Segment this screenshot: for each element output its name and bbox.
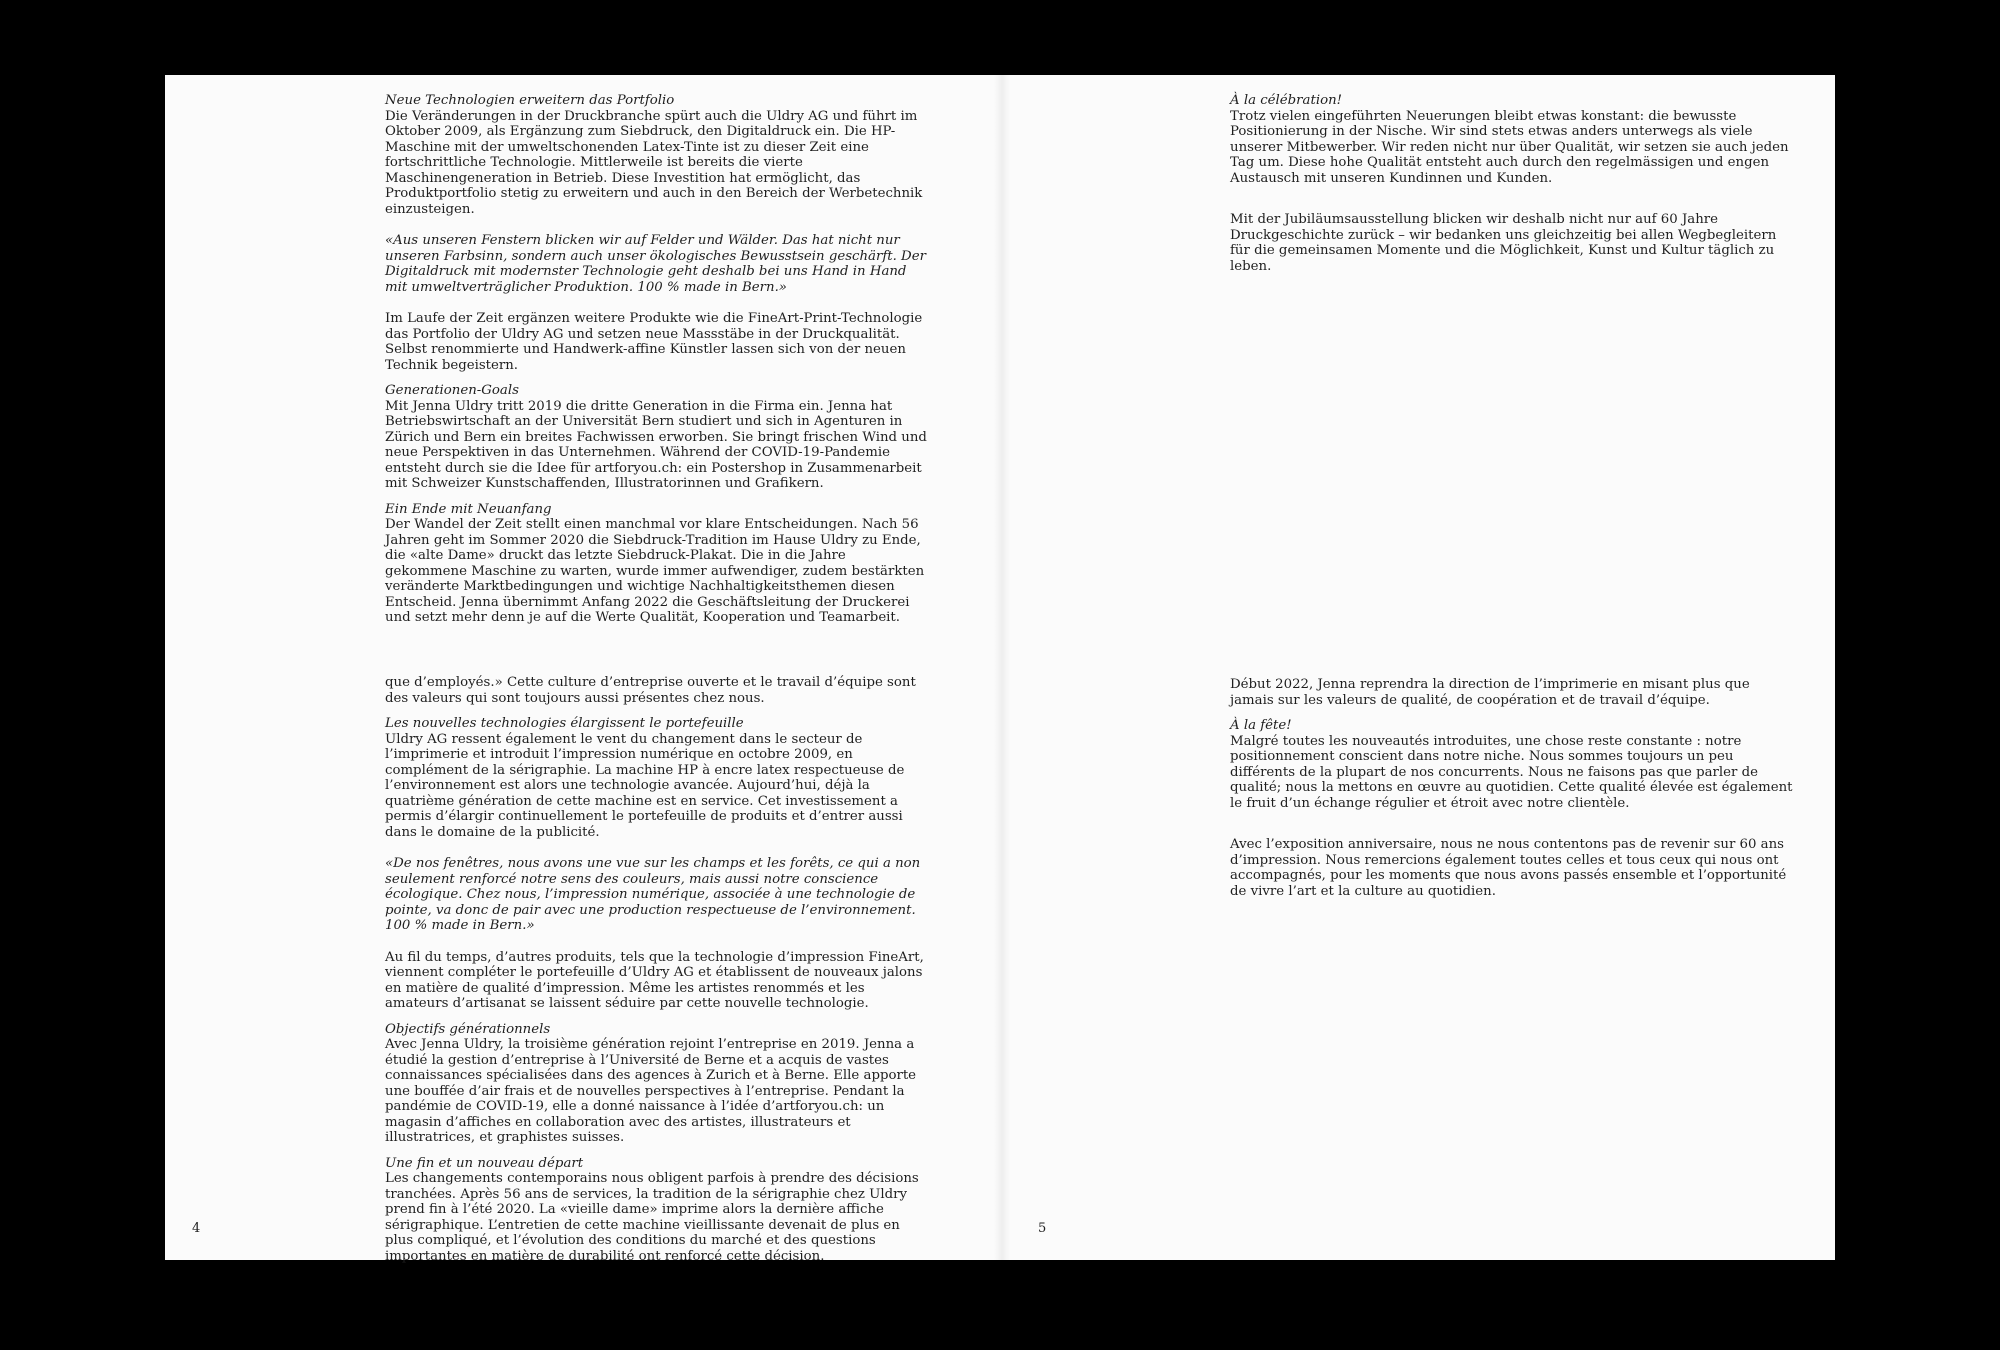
left-german-column [385,93,930,642]
paragraph: Uldry AG ressent également le vent du changement dans le secteur de l’imprimerie et introduit l’impression numérique en octobre 2009, en complément de la sérigraphie. La machine HP à encre latex respectueuse de l’environnement est alors une technologie avancée. Aujourd’hui, déjà la quatrième génération de cette machine est en service. Cet investissement a permis d’élargir continuellement le portefeuille de produits et d’entrer aussi dans le domaine de la publicité. [385,731,905,840]
paragraph: Début 2022, Jenna reprendra la direction de l’imprimerie en misant plus que jamais sur les valeurs de qualité, de coopération et de travail d’équipe. [1230,677,1750,708]
paragraph: Les changements contemporains nous obligent parfois à prendre des décisions tranchées. Après 56 ans de services, la tradition de la sérigraphie chez Uldry prend fin à l’été 2020. La «vieille dame» imprime alors la dernière affiche sérigraphique. L’entretien de cette machine vieillissante devenait de plus en plus compliqué, et l’évolution des conditions du marché et des questions importantes en matière de durabilité ont renforcé cette décision. [385,1171,919,1264]
section-heading: Une fin et un nouveau départ [385,1155,584,1171]
section-heading: Ein Ende mit Neuanfang [385,501,552,517]
paragraph: que d’employés.» Cette culture d’entreprise ouverte et le travail d’équipe sont des valeurs qui sont toujours aussi présentes chez nous. [385,675,916,706]
section-heading: Objectifs générationnels [385,1021,551,1037]
paragraph: Avec Jenna Uldry, la troisième génération rejoint l’entreprise en 2019. Jenna a étudié la gestion d’entreprise à l’Université de Berne et a acquis de vastes connaissances spécialisées dans des agences à Zurich et à Berne. Elle apporte une bouffée d’air frais et de nouvelles perspectives à l’entreprise. Pendant la pandémie de COVID-19, elle a donné naissance à l’idée d’artforyou.ch: un magasin d’affiches en collaboration avec des artistes, illustrateurs et illustratrices, et graphistes suisses. [385,1037,917,1145]
page-number-right: 5 [1038,1221,1047,1236]
paragraph: Au fil du temps, d’autres produits, tels que la technologie d’impression FineArt, viennent compléter le portefeuille d’Uldry AG et établissent de nouveaux jalons en matière de qualité d’impression. Même les artistes renommés et les amateurs d’artisanat se laissent séduire par cette nouvelle technologie. [385,949,924,1011]
paragraph: Mit der Jubiläumsausstellung blicken wir deshalb nicht nur auf 60 Jahre Druckgeschichte zurück – wir bedanken uns gleichzeitig bei allen Wegbegleitern für die gemeinsamen Momente und die Möglichkeit, Kunst und Kultur täglich zu leben. [1230,212,1777,274]
section-heading: Generationen-Goals [385,383,519,398]
left-french-column [385,675,930,1280]
paragraph: Der Wandel der Zeit stellt einen manchmal vor klare Entscheidungen. Nach 56 Jahren geht im Sommer 2020 die Siebdruck-Tradition im Hause Uldry zu Ende, die «alte Dame» druckt das letzte Siebdruck-Plakat. Die in die Jahre gekommene Maschine zu warten, wurde immer aufwendiger, zudem bestärkten veränderte Marktbedingungen und wichtige Nachhaltigkeitsthemen diesen Entscheid. Jenna übernimmt Anfang 2022 die Geschäftsleitung der Druckerei und setzt mehr denn je auf die Werte Qualität, Kooperation und Teamarbeit. [385,517,925,625]
page-number-left: 4 [192,1221,201,1236]
page-gutter [994,75,1010,1260]
paragraph: Avec l’exposition anniversaire, nous ne nous contentons pas de revenir sur 60 ans d’impression. Nous remercions également toutes celles et tous ceux qui nous ont accompagnés, pour les moments que nous avons passés ensemble et l’opportunité de vivre l’art et la culture au quotidien. [1230,837,1787,899]
pull-quote: «De nos fenêtres, nous avons une vue sur les champs et les forêts, ce qui a non seulement renforcé notre sens des couleurs, mais aussi notre conscience écologique. Chez nous, l’impression numérique, associée à une technologie de pointe, va donc de pair avec une production respectueuse de l’environnement. 100 % made in Bern.» [385,856,921,933]
paragraph: Im Laufe der Zeit ergänzen weitere Produkte wie die FineArt-Print-Technologie das Portfolio der Uldry AG und setzen neue Massstäbe in der Druckqualität. Selbst renommierte und Handwerk-affine Künstler lassen sich von der neuen Technik begeistern. [385,311,923,373]
paragraph: Trotz vielen eingeführten Neuerungen bleibt etwas konstant: die bewusste Positionierung in der Nische. Wir sind stets etwas anders unterwegs als viele unserer Mitbewerber. Wir reden nicht nur über Qualität, wir setzen sie auch jeden Tag um. Diese hohe Qualität entsteht auch durch den regelmässigen und engen Austausch mit unseren Kundinnen und Kunden. [1230,108,1789,186]
right-french-column [1230,677,1795,915]
section-heading: Neue Technologien erweitern das Portfolio [385,93,675,108]
paragraph: Mit Jenna Uldry tritt 2019 die dritte Generation in die Firma ein. Jenna hat Betriebswirtschaft an der Universität Bern studiert und sich in Agenturen in Zürich und Bern ein breites Fachwissen erworben. Sie bringt frischen Wind und neue Perspektiven in das Unternehmen. Während der COVID-19-Pandemie entsteht durch sie die Idee für artforyou.ch: ein Postershop in Zusammenarbeit mit Schweizer Kunstschaffenden, Illustratorinnen und Grafikern. [385,398,927,491]
section-heading: Les nouvelles technologies élargissent le portefeuille [385,716,744,731]
paragraph: Die Veränderungen in der Druckbranche spürt auch die Uldry AG und führt im Oktober 2009, als Ergänzung zum Siebdruck, den Digitaldruck ein. Die HP-Maschine mit der umweltschonenden Latex-Tinte ist zu dieser Zeit eine fortschrittliche Technologie. Mittlerweile ist bereits die vierte Maschinengeneration in Betrieb. Diese Investition hat ermöglicht, das Produktportfolio stetig zu erweitern und auch in den Bereich der Werbetechnik einzusteigen. [385,108,923,217]
right-german-column [1230,93,1795,290]
section-heading: À la célébration! [1230,93,1342,108]
paragraph: Malgré toutes les nouveautés introduites, une chose reste constante : notre positionnement conscient dans notre niche. Nous sommes toujours un peu différents de la plupart de nos concurrents. Nous ne faisons pas que parler de qualité; nous la mettons en œuvre au quotidien. Cette qualité élevée est également le fruit d’un échange régulier et étroit avec notre clientèle. [1230,733,1793,811]
section-heading: À la fête! [1230,718,1292,733]
magazine-spread [165,75,1835,1264]
pull-quote: «Aus unseren Fenstern blicken wir auf Felder und Wälder. Das hat nicht nur unseren Farbsinn, sondern auch unser ökologisches Bewusstsein geschärft. Der Digitaldruck mit modernster Technologie geht deshalb bei uns Hand in Hand mit umweltverträglicher Produktion. 100 % made in Bern.» [385,233,926,295]
